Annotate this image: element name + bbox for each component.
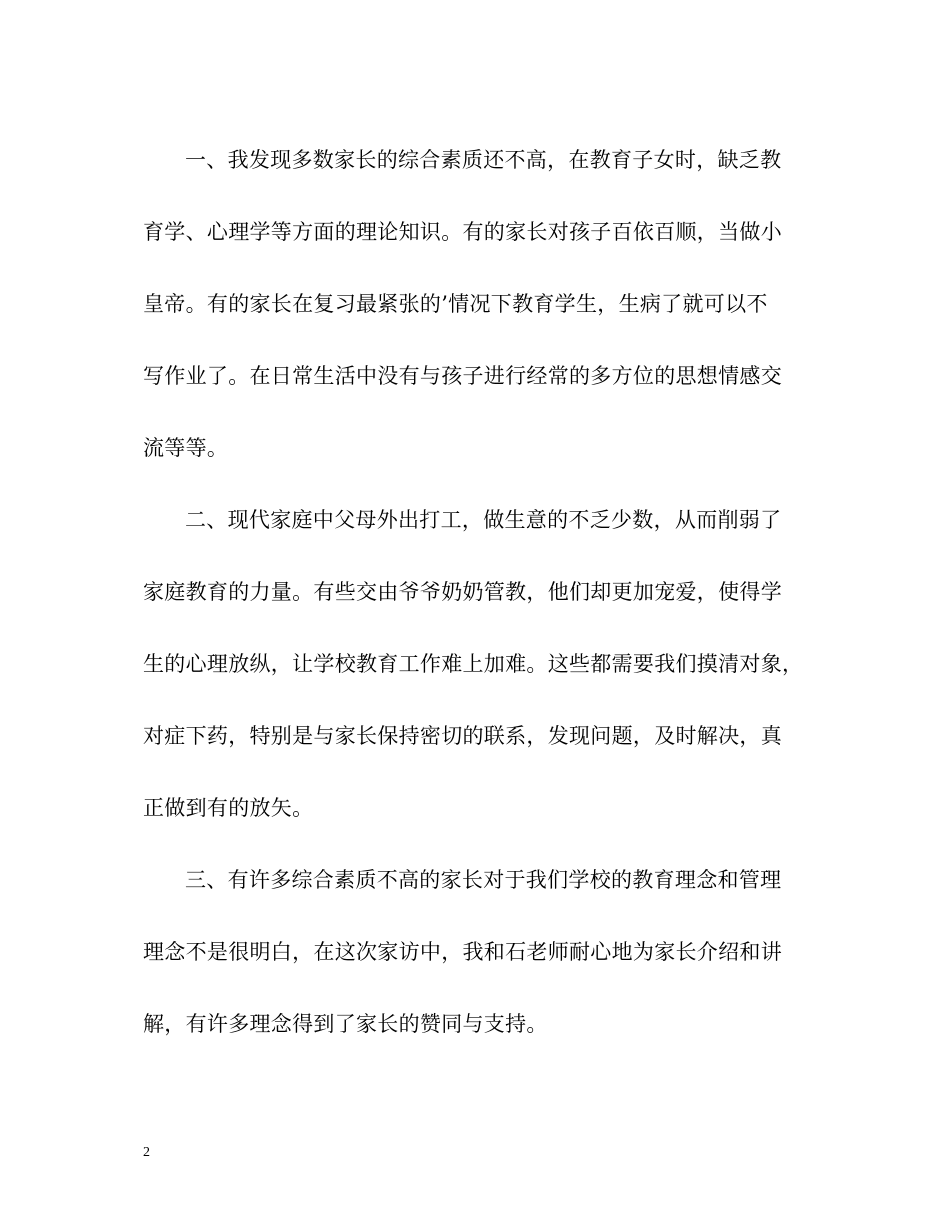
paragraph-2-line-2: 家庭教育的力量。有些交由爷爷奶奶管教，他们却更加宠爱，使得学: [143, 580, 782, 604]
paragraph-1-line-3: 皇帝。有的家长在复习最紧张的’情况下教育学生，生病了就可以不: [143, 292, 768, 316]
page-number: 2: [143, 1145, 150, 1160]
paragraph-2-line-3: 生的心理放纵，让学校教育工作难上加难。这些都需要我们摸清对象，: [143, 652, 804, 676]
paragraph-2-line-4: 对症下药，特别是与家长保持密切的联系，发现问题，及时解决，真: [143, 724, 782, 748]
paragraph-3-line-3: 解，有许多理念得到了家长的赞同与支持。: [143, 1012, 548, 1036]
paragraph-1-line-4: 写作业了。在日常生活中没有与孩子进行经常的多方位的思想情感交: [143, 364, 782, 388]
paragraph-2-line-5: 正做到有的放矢。: [143, 796, 314, 820]
paragraph-1-line-5: 流等等。: [143, 436, 229, 460]
paragraph-1-line-1: 一、我发现多数家长的综合素质还不高，在教育子女时，缺乏教: [185, 148, 782, 172]
paragraph-3-line-2: 理念不是很明白，在这次家访中，我和石老师耐心地为家长介绍和讲: [143, 940, 782, 964]
paragraph-1-line-2: 育学、心理学等方面的理论知识。有的家长对孩子百依百顺，当做小: [143, 220, 782, 244]
paragraph-3-line-1: 三、有许多综合素质不高的家长对于我们学校的教育理念和管理: [185, 868, 782, 892]
paragraph-2-line-1: 二、现代家庭中父母外出打工，做生意的不乏少数，从而削弱了: [185, 508, 782, 532]
